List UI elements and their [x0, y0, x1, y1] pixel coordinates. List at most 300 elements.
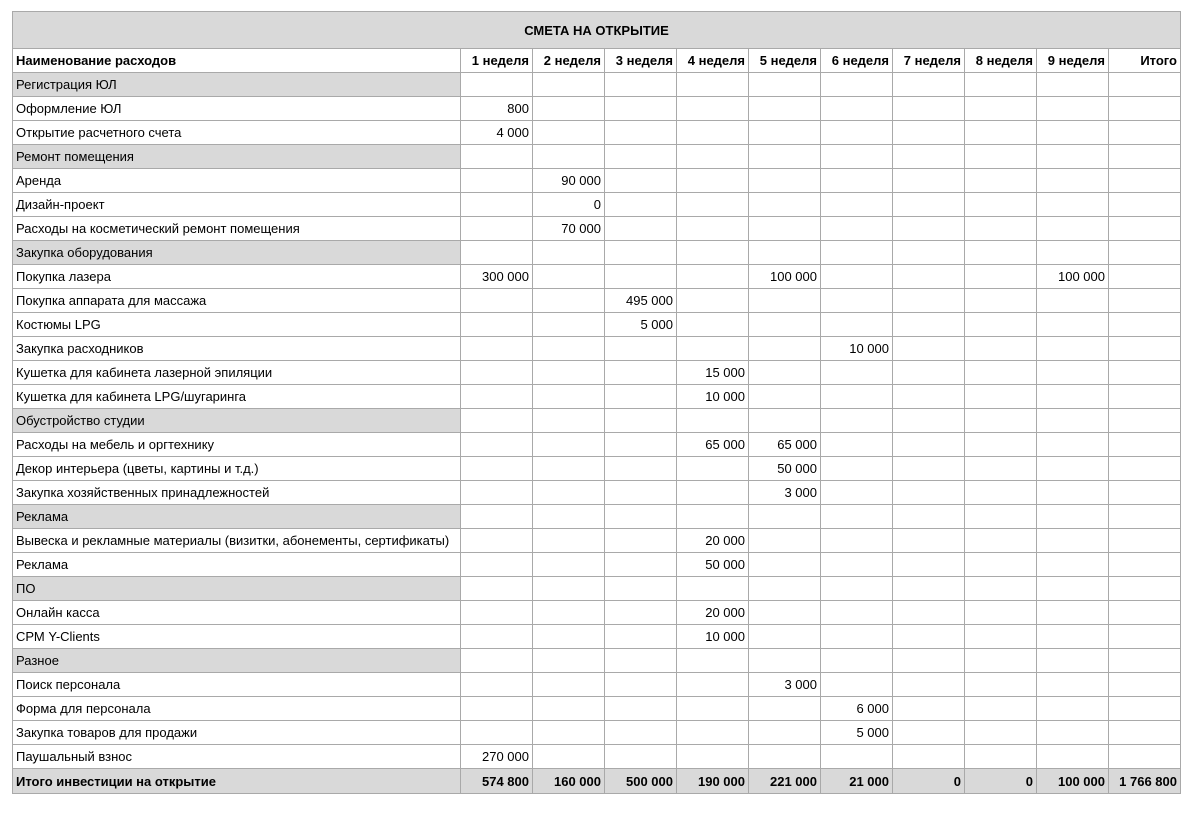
- column-header-1[interactable]: 1 неделя: [461, 49, 533, 73]
- value-cell[interactable]: [965, 601, 1037, 625]
- expense-name-cell[interactable]: Закупка товаров для продажи: [13, 721, 461, 745]
- value-cell[interactable]: [1037, 73, 1109, 97]
- expense-name-cell[interactable]: Оформление ЮЛ: [13, 97, 461, 121]
- value-cell[interactable]: [1037, 553, 1109, 577]
- expense-name-cell[interactable]: Покупка аппарата для массажа: [13, 289, 461, 313]
- value-cell[interactable]: [1037, 649, 1109, 673]
- value-cell[interactable]: [1109, 289, 1181, 313]
- value-cell[interactable]: [749, 313, 821, 337]
- value-cell[interactable]: [461, 361, 533, 385]
- value-cell[interactable]: [749, 385, 821, 409]
- value-cell[interactable]: [965, 169, 1037, 193]
- value-cell[interactable]: [893, 313, 965, 337]
- value-cell[interactable]: [1037, 625, 1109, 649]
- value-cell[interactable]: [893, 721, 965, 745]
- value-cell[interactable]: [533, 529, 605, 553]
- value-cell[interactable]: 4 000: [461, 121, 533, 145]
- value-cell[interactable]: 0: [533, 193, 605, 217]
- value-cell[interactable]: [605, 241, 677, 265]
- column-header-3[interactable]: 3 неделя: [605, 49, 677, 73]
- value-cell[interactable]: [821, 169, 893, 193]
- value-cell[interactable]: [893, 601, 965, 625]
- column-header-2[interactable]: 2 неделя: [533, 49, 605, 73]
- value-cell[interactable]: [461, 313, 533, 337]
- value-cell[interactable]: [461, 217, 533, 241]
- value-cell[interactable]: [893, 169, 965, 193]
- expense-name-cell[interactable]: Реклама: [13, 553, 461, 577]
- value-cell[interactable]: [1037, 577, 1109, 601]
- value-cell[interactable]: [605, 121, 677, 145]
- group-name-cell[interactable]: ПО: [13, 577, 461, 601]
- value-cell[interactable]: [965, 481, 1037, 505]
- value-cell[interactable]: [461, 409, 533, 433]
- expense-name-cell[interactable]: Кушетка для кабинета LPG/шугаринга: [13, 385, 461, 409]
- value-cell[interactable]: [1109, 553, 1181, 577]
- total-value-cell[interactable]: 221 000: [749, 769, 821, 794]
- value-cell[interactable]: [1037, 337, 1109, 361]
- value-cell[interactable]: 3 000: [749, 481, 821, 505]
- value-cell[interactable]: [533, 721, 605, 745]
- value-cell[interactable]: [749, 289, 821, 313]
- value-cell[interactable]: [965, 721, 1037, 745]
- value-cell[interactable]: [1037, 97, 1109, 121]
- value-cell[interactable]: 5 000: [605, 313, 677, 337]
- expense-name-cell[interactable]: Аренда: [13, 169, 461, 193]
- value-cell[interactable]: [749, 337, 821, 361]
- value-cell[interactable]: [749, 625, 821, 649]
- expense-name-cell[interactable]: Паушальный взнос: [13, 745, 461, 769]
- value-cell[interactable]: [461, 457, 533, 481]
- value-cell[interactable]: [749, 193, 821, 217]
- value-cell[interactable]: 6 000: [821, 697, 893, 721]
- expense-name-cell[interactable]: Закупка расходников: [13, 337, 461, 361]
- value-cell[interactable]: 270 000: [461, 745, 533, 769]
- value-cell[interactable]: [677, 697, 749, 721]
- value-cell[interactable]: [533, 337, 605, 361]
- value-cell[interactable]: [1037, 601, 1109, 625]
- value-cell[interactable]: [821, 385, 893, 409]
- value-cell[interactable]: [1037, 457, 1109, 481]
- value-cell[interactable]: [821, 481, 893, 505]
- value-cell[interactable]: [821, 121, 893, 145]
- value-cell[interactable]: [461, 697, 533, 721]
- value-cell[interactable]: [749, 697, 821, 721]
- value-cell[interactable]: [1037, 289, 1109, 313]
- value-cell[interactable]: [893, 241, 965, 265]
- value-cell[interactable]: [533, 601, 605, 625]
- value-cell[interactable]: [749, 169, 821, 193]
- value-cell[interactable]: [821, 745, 893, 769]
- value-cell[interactable]: [1037, 481, 1109, 505]
- value-cell[interactable]: [965, 241, 1037, 265]
- value-cell[interactable]: [533, 577, 605, 601]
- value-cell[interactable]: [605, 457, 677, 481]
- value-cell[interactable]: [965, 529, 1037, 553]
- value-cell[interactable]: 90 000: [533, 169, 605, 193]
- value-cell[interactable]: [965, 337, 1037, 361]
- value-cell[interactable]: [821, 241, 893, 265]
- total-value-cell[interactable]: 0: [893, 769, 965, 794]
- value-cell[interactable]: [1109, 457, 1181, 481]
- value-cell[interactable]: [965, 97, 1037, 121]
- value-cell[interactable]: [677, 649, 749, 673]
- value-cell[interactable]: [1037, 385, 1109, 409]
- value-cell[interactable]: [1109, 385, 1181, 409]
- value-cell[interactable]: [677, 505, 749, 529]
- value-cell[interactable]: [677, 673, 749, 697]
- value-cell[interactable]: [965, 745, 1037, 769]
- value-cell[interactable]: [605, 217, 677, 241]
- value-cell[interactable]: [1037, 433, 1109, 457]
- value-cell[interactable]: [893, 697, 965, 721]
- value-cell[interactable]: [605, 577, 677, 601]
- value-cell[interactable]: [821, 433, 893, 457]
- value-cell[interactable]: 20 000: [677, 601, 749, 625]
- value-cell[interactable]: [965, 433, 1037, 457]
- value-cell[interactable]: [533, 289, 605, 313]
- value-cell[interactable]: [677, 145, 749, 169]
- value-cell[interactable]: [821, 361, 893, 385]
- expense-name-cell[interactable]: Открытие расчетного счета: [13, 121, 461, 145]
- value-cell[interactable]: 10 000: [677, 625, 749, 649]
- value-cell[interactable]: [1109, 481, 1181, 505]
- value-cell[interactable]: [893, 193, 965, 217]
- value-cell[interactable]: [1109, 505, 1181, 529]
- value-cell[interactable]: [821, 289, 893, 313]
- value-cell[interactable]: [605, 649, 677, 673]
- value-cell[interactable]: [677, 217, 749, 241]
- value-cell[interactable]: [461, 673, 533, 697]
- value-cell[interactable]: [605, 145, 677, 169]
- value-cell[interactable]: [1037, 409, 1109, 433]
- value-cell[interactable]: [965, 577, 1037, 601]
- value-cell[interactable]: [677, 409, 749, 433]
- value-cell[interactable]: [1037, 529, 1109, 553]
- value-cell[interactable]: 20 000: [677, 529, 749, 553]
- value-cell[interactable]: [533, 97, 605, 121]
- value-cell[interactable]: [1109, 625, 1181, 649]
- column-header-name[interactable]: Наименование расходов: [13, 49, 461, 73]
- value-cell[interactable]: [461, 625, 533, 649]
- table-title[interactable]: СМЕТА НА ОТКРЫТИЕ: [13, 12, 1181, 49]
- value-cell[interactable]: [1109, 193, 1181, 217]
- value-cell[interactable]: [893, 529, 965, 553]
- value-cell[interactable]: [1109, 337, 1181, 361]
- value-cell[interactable]: [1037, 193, 1109, 217]
- value-cell[interactable]: [605, 697, 677, 721]
- value-cell[interactable]: [821, 601, 893, 625]
- value-cell[interactable]: [965, 265, 1037, 289]
- value-cell[interactable]: 800: [461, 97, 533, 121]
- expense-name-cell[interactable]: Вывеска и рекламные материалы (визитки, абонементы, сертификаты): [13, 529, 461, 553]
- value-cell[interactable]: [533, 265, 605, 289]
- value-cell[interactable]: [1109, 73, 1181, 97]
- value-cell[interactable]: [965, 313, 1037, 337]
- value-cell[interactable]: [677, 481, 749, 505]
- value-cell[interactable]: [965, 217, 1037, 241]
- value-cell[interactable]: [605, 433, 677, 457]
- value-cell[interactable]: 50 000: [677, 553, 749, 577]
- value-cell[interactable]: [893, 385, 965, 409]
- value-cell[interactable]: [821, 625, 893, 649]
- value-cell[interactable]: [677, 121, 749, 145]
- value-cell[interactable]: [965, 457, 1037, 481]
- value-cell[interactable]: [461, 337, 533, 361]
- value-cell[interactable]: [749, 409, 821, 433]
- value-cell[interactable]: [749, 553, 821, 577]
- value-cell[interactable]: [1037, 673, 1109, 697]
- value-cell[interactable]: [965, 289, 1037, 313]
- total-value-cell[interactable]: 100 000: [1037, 769, 1109, 794]
- value-cell[interactable]: [605, 97, 677, 121]
- value-cell[interactable]: [1109, 361, 1181, 385]
- value-cell[interactable]: [821, 313, 893, 337]
- expense-name-cell[interactable]: Дизайн-проект: [13, 193, 461, 217]
- group-name-cell[interactable]: Закупка оборудования: [13, 241, 461, 265]
- value-cell[interactable]: [1109, 673, 1181, 697]
- value-cell[interactable]: [605, 481, 677, 505]
- value-cell[interactable]: [893, 289, 965, 313]
- value-cell[interactable]: [533, 145, 605, 169]
- value-cell[interactable]: [821, 577, 893, 601]
- total-value-cell[interactable]: 160 000: [533, 769, 605, 794]
- value-cell[interactable]: [1037, 361, 1109, 385]
- value-cell[interactable]: [1037, 169, 1109, 193]
- value-cell[interactable]: 15 000: [677, 361, 749, 385]
- value-cell[interactable]: [533, 361, 605, 385]
- value-cell[interactable]: 70 000: [533, 217, 605, 241]
- value-cell[interactable]: [965, 553, 1037, 577]
- value-cell[interactable]: [749, 121, 821, 145]
- expense-name-cell[interactable]: Кушетка для кабинета лазерной эпиляции: [13, 361, 461, 385]
- value-cell[interactable]: [461, 577, 533, 601]
- value-cell[interactable]: 10 000: [821, 337, 893, 361]
- value-cell[interactable]: [893, 673, 965, 697]
- value-cell[interactable]: [821, 673, 893, 697]
- value-cell[interactable]: [821, 73, 893, 97]
- expense-name-cell[interactable]: Закупка хозяйственных принадлежностей: [13, 481, 461, 505]
- value-cell[interactable]: 100 000: [749, 265, 821, 289]
- value-cell[interactable]: 3 000: [749, 673, 821, 697]
- value-cell[interactable]: [605, 361, 677, 385]
- value-cell[interactable]: [461, 601, 533, 625]
- value-cell[interactable]: 100 000: [1037, 265, 1109, 289]
- value-cell[interactable]: 65 000: [749, 433, 821, 457]
- value-cell[interactable]: [605, 337, 677, 361]
- expense-name-cell[interactable]: Декор интерьера (цветы, картины и т.д.): [13, 457, 461, 481]
- value-cell[interactable]: [749, 145, 821, 169]
- value-cell[interactable]: [965, 193, 1037, 217]
- value-cell[interactable]: [893, 433, 965, 457]
- value-cell[interactable]: [821, 97, 893, 121]
- value-cell[interactable]: [677, 313, 749, 337]
- total-value-cell[interactable]: 0: [965, 769, 1037, 794]
- value-cell[interactable]: [749, 97, 821, 121]
- group-name-cell[interactable]: Разное: [13, 649, 461, 673]
- value-cell[interactable]: [965, 121, 1037, 145]
- value-cell[interactable]: [1109, 745, 1181, 769]
- value-cell[interactable]: [605, 529, 677, 553]
- value-cell[interactable]: [965, 409, 1037, 433]
- value-cell[interactable]: [893, 265, 965, 289]
- value-cell[interactable]: [1109, 217, 1181, 241]
- value-cell[interactable]: [677, 289, 749, 313]
- value-cell[interactable]: [893, 361, 965, 385]
- expense-name-cell[interactable]: Костюмы LPG: [13, 313, 461, 337]
- value-cell[interactable]: [461, 553, 533, 577]
- value-cell[interactable]: [1109, 265, 1181, 289]
- value-cell[interactable]: [749, 721, 821, 745]
- value-cell[interactable]: [461, 193, 533, 217]
- value-cell[interactable]: [1109, 313, 1181, 337]
- value-cell[interactable]: [821, 649, 893, 673]
- value-cell[interactable]: [893, 97, 965, 121]
- value-cell[interactable]: [533, 73, 605, 97]
- value-cell[interactable]: [461, 649, 533, 673]
- value-cell[interactable]: [965, 697, 1037, 721]
- value-cell[interactable]: [1037, 145, 1109, 169]
- expense-name-cell[interactable]: Онлайн касса: [13, 601, 461, 625]
- value-cell[interactable]: [893, 625, 965, 649]
- expense-name-cell[interactable]: Поиск персонала: [13, 673, 461, 697]
- value-cell[interactable]: [533, 313, 605, 337]
- value-cell[interactable]: [749, 601, 821, 625]
- value-cell[interactable]: [677, 241, 749, 265]
- value-cell[interactable]: [821, 193, 893, 217]
- value-cell[interactable]: [1037, 217, 1109, 241]
- group-name-cell[interactable]: Реклама: [13, 505, 461, 529]
- value-cell[interactable]: [893, 337, 965, 361]
- column-header-6[interactable]: 6 неделя: [821, 49, 893, 73]
- column-header-7[interactable]: 7 неделя: [893, 49, 965, 73]
- value-cell[interactable]: [1037, 745, 1109, 769]
- value-cell[interactable]: [965, 145, 1037, 169]
- value-cell[interactable]: [965, 361, 1037, 385]
- value-cell[interactable]: [749, 529, 821, 553]
- value-cell[interactable]: 495 000: [605, 289, 677, 313]
- value-cell[interactable]: [605, 505, 677, 529]
- value-cell[interactable]: [461, 169, 533, 193]
- value-cell[interactable]: [533, 121, 605, 145]
- value-cell[interactable]: [461, 481, 533, 505]
- total-value-cell[interactable]: 1 766 800: [1109, 769, 1181, 794]
- value-cell[interactable]: [749, 241, 821, 265]
- value-cell[interactable]: [605, 73, 677, 97]
- value-cell[interactable]: [821, 457, 893, 481]
- total-value-cell[interactable]: 574 800: [461, 769, 533, 794]
- value-cell[interactable]: [605, 409, 677, 433]
- group-name-cell[interactable]: Обустройство студии: [13, 409, 461, 433]
- value-cell[interactable]: [1109, 121, 1181, 145]
- value-cell[interactable]: [965, 73, 1037, 97]
- value-cell[interactable]: [461, 505, 533, 529]
- value-cell[interactable]: [1109, 409, 1181, 433]
- value-cell[interactable]: [605, 553, 677, 577]
- value-cell[interactable]: [1037, 313, 1109, 337]
- value-cell[interactable]: [749, 745, 821, 769]
- value-cell[interactable]: [461, 289, 533, 313]
- value-cell[interactable]: [1109, 145, 1181, 169]
- value-cell[interactable]: [461, 241, 533, 265]
- value-cell[interactable]: [893, 217, 965, 241]
- value-cell[interactable]: [533, 673, 605, 697]
- value-cell[interactable]: [821, 505, 893, 529]
- value-cell[interactable]: [893, 745, 965, 769]
- value-cell[interactable]: [965, 625, 1037, 649]
- value-cell[interactable]: [533, 457, 605, 481]
- value-cell[interactable]: [461, 529, 533, 553]
- value-cell[interactable]: [1109, 97, 1181, 121]
- column-header-10[interactable]: Итого: [1109, 49, 1181, 73]
- value-cell[interactable]: [749, 217, 821, 241]
- value-cell[interactable]: [965, 673, 1037, 697]
- value-cell[interactable]: [1109, 241, 1181, 265]
- value-cell[interactable]: [605, 265, 677, 289]
- value-cell[interactable]: [821, 145, 893, 169]
- value-cell[interactable]: [893, 145, 965, 169]
- total-value-cell[interactable]: 21 000: [821, 769, 893, 794]
- value-cell[interactable]: [533, 697, 605, 721]
- value-cell[interactable]: [965, 649, 1037, 673]
- value-cell[interactable]: [1037, 121, 1109, 145]
- value-cell[interactable]: [1109, 601, 1181, 625]
- value-cell[interactable]: [893, 457, 965, 481]
- value-cell[interactable]: [605, 673, 677, 697]
- expense-name-cell[interactable]: Форма для персонала: [13, 697, 461, 721]
- value-cell[interactable]: [461, 145, 533, 169]
- value-cell[interactable]: [677, 337, 749, 361]
- value-cell[interactable]: [1037, 241, 1109, 265]
- value-cell[interactable]: [605, 625, 677, 649]
- value-cell[interactable]: [749, 73, 821, 97]
- value-cell[interactable]: [533, 745, 605, 769]
- value-cell[interactable]: [461, 385, 533, 409]
- column-header-4[interactable]: 4 неделя: [677, 49, 749, 73]
- value-cell[interactable]: [1037, 697, 1109, 721]
- value-cell[interactable]: [605, 721, 677, 745]
- value-cell[interactable]: [893, 481, 965, 505]
- value-cell[interactable]: [1109, 529, 1181, 553]
- value-cell[interactable]: [1109, 577, 1181, 601]
- value-cell[interactable]: [461, 721, 533, 745]
- value-cell[interactable]: [749, 505, 821, 529]
- value-cell[interactable]: [749, 649, 821, 673]
- value-cell[interactable]: [821, 529, 893, 553]
- value-cell[interactable]: [677, 265, 749, 289]
- value-cell[interactable]: [821, 265, 893, 289]
- expense-name-cell[interactable]: Расходы на мебель и оргтехнику: [13, 433, 461, 457]
- value-cell[interactable]: [533, 385, 605, 409]
- value-cell[interactable]: [749, 577, 821, 601]
- value-cell[interactable]: [461, 73, 533, 97]
- value-cell[interactable]: 10 000: [677, 385, 749, 409]
- value-cell[interactable]: [893, 505, 965, 529]
- column-header-8[interactable]: 8 неделя: [965, 49, 1037, 73]
- value-cell[interactable]: [605, 745, 677, 769]
- value-cell[interactable]: 300 000: [461, 265, 533, 289]
- value-cell[interactable]: 50 000: [749, 457, 821, 481]
- value-cell[interactable]: [677, 169, 749, 193]
- value-cell[interactable]: [461, 433, 533, 457]
- value-cell[interactable]: [533, 625, 605, 649]
- value-cell[interactable]: [893, 409, 965, 433]
- total-value-cell[interactable]: 190 000: [677, 769, 749, 794]
- total-value-cell[interactable]: 500 000: [605, 769, 677, 794]
- value-cell[interactable]: [893, 553, 965, 577]
- value-cell[interactable]: 5 000: [821, 721, 893, 745]
- value-cell[interactable]: [677, 73, 749, 97]
- group-name-cell[interactable]: Ремонт помещения: [13, 145, 461, 169]
